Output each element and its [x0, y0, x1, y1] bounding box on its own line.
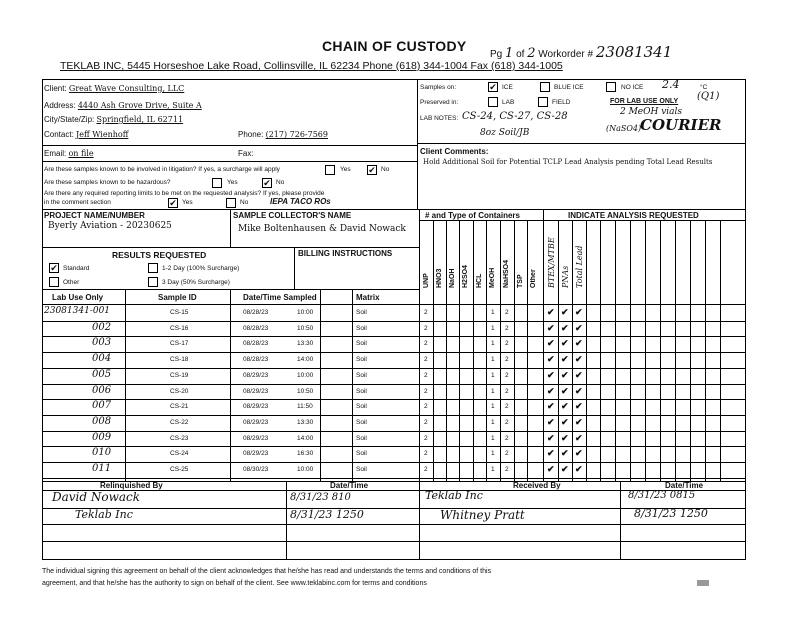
litigation-yes-checkbox[interactable] [325, 165, 335, 175]
divider [42, 289, 419, 290]
meoh-count: 1 [491, 356, 495, 364]
analysis-col-header: BTEX/MTBE [547, 237, 556, 288]
sample-matrix: Soil [356, 403, 367, 411]
received-dt-1: 8/31/23 0815 [628, 490, 696, 501]
analysis-check: ✔ [575, 338, 583, 349]
grid-line [705, 220, 706, 481]
sample-time: 13:30 [297, 340, 314, 348]
address-row [44, 101, 202, 110]
city-value[interactable]: Springfield, IL 62711 [96, 115, 184, 124]
workorder-number: 23081341 [595, 43, 673, 61]
divider [620, 481, 621, 560]
relinquished-sig-2: Teklab Inc [75, 508, 133, 521]
email-row [44, 149, 94, 158]
divider [42, 161, 417, 162]
analysis-check: ✔ [561, 369, 569, 380]
lab-use-number: 005 [92, 368, 112, 380]
sample-matrix: Soil [356, 309, 367, 316]
analysis-check: ✔ [547, 369, 555, 380]
nahso4-count: 2 [505, 403, 509, 411]
sample-matrix: Soil [356, 450, 367, 458]
sample-matrix: Soil [356, 356, 367, 364]
container-col-header: H2SO4 [462, 265, 469, 288]
container-col-header: MeOH [489, 267, 496, 288]
grid-line [433, 220, 434, 481]
reporting-question: Are there any required reporting limits to be met on the requested analysis? If yes, please provide [44, 190, 325, 197]
container-col-header: UNP [423, 273, 430, 288]
sample-id[interactable]: CS-19 [170, 371, 189, 379]
meoh-count: 1 [491, 309, 495, 316]
iepa-label: IEPA TACO ROs [270, 197, 331, 206]
analysis-check: ✔ [547, 385, 555, 396]
check-mark: ✔ [169, 198, 177, 208]
contact-row [44, 130, 128, 139]
analysis-check: ✔ [561, 338, 569, 349]
received-label: Received By [513, 481, 561, 490]
collector-value[interactable]: Mike Boltenhausen & David Nowack [238, 224, 406, 234]
sample-id[interactable]: CS-17 [170, 340, 189, 348]
divider [42, 524, 746, 525]
nahso4-count: 2 [505, 466, 509, 473]
analysis-check: ✔ [575, 385, 583, 396]
table-row-divider [42, 478, 746, 479]
relinquished-dt-2: 8/31/23 1250 [290, 508, 364, 521]
grid-line [543, 220, 544, 481]
check-mark: ✔ [489, 82, 497, 92]
scan-mark [697, 580, 709, 586]
analysis-check: ✔ [547, 464, 555, 474]
table-row-divider [42, 352, 746, 353]
meoh-count: 1 [491, 371, 495, 379]
grid-line [514, 220, 515, 481]
footer-line-1: The individual signing this agreement on behalf of the client acknowledges that he/she has read and understands the terms and conditions of this [42, 568, 492, 575]
analysis-col-header: Total Lead [575, 245, 584, 288]
sample-time: 10:00 [297, 309, 314, 316]
sample-id[interactable]: CS-23 [170, 434, 189, 442]
sample-id[interactable]: CS-22 [170, 418, 189, 426]
unp-count: 2 [424, 356, 428, 364]
temperature-unit: °C [700, 84, 708, 91]
container-col-header: HNO3 [436, 268, 443, 288]
nahso4-count: 2 [505, 356, 509, 364]
day1-checkbox[interactable] [148, 263, 158, 273]
no-ice-checkbox[interactable] [606, 82, 616, 92]
containers-label: # and Type of Containers [425, 211, 520, 220]
meoh-count: 1 [491, 466, 495, 473]
table-row-divider [42, 462, 746, 463]
sample-date: 08/29/23 [243, 418, 269, 426]
lab-use-number: 006 [92, 384, 112, 396]
divider [42, 541, 746, 542]
nahso4-count: 2 [505, 450, 509, 458]
sample-id[interactable]: CS-16 [170, 324, 189, 332]
blue-ice-checkbox[interactable] [540, 82, 550, 92]
check-mark: ✔ [368, 165, 376, 175]
pg-total: 2 [527, 46, 536, 61]
hazardous-question: Are these samples known to be hazardous? [44, 179, 171, 186]
nahso4-count: 2 [505, 340, 509, 348]
reporting-question-2: in the comment section [44, 199, 111, 206]
unp-count: 2 [424, 387, 428, 395]
litigation-no-checkbox[interactable] [367, 165, 377, 175]
divider [294, 247, 295, 289]
grid-line [600, 220, 601, 481]
billing-label: BILLING INSTRUCTIONS [298, 249, 393, 258]
sample-date: 08/29/23 [243, 403, 269, 411]
day3-label: 3 Day (50% Surcharge) [162, 279, 230, 286]
no-label: No [240, 199, 249, 206]
unp-count: 2 [424, 450, 428, 458]
sample-id[interactable]: CS-15 [170, 309, 189, 316]
unp-count: 2 [424, 340, 428, 348]
phone-label: Phone: [238, 130, 264, 139]
divider [286, 481, 287, 560]
meoh-count: 1 [491, 450, 495, 458]
nahso4-count: 2 [505, 324, 509, 332]
standard-label: Standard [63, 265, 90, 272]
preserved-field-label: FIELD [552, 99, 571, 106]
client-label: Client: [44, 84, 67, 93]
project-name-value[interactable]: Byerly Aviation - 20230625 [48, 221, 172, 231]
nahso4-count: 2 [505, 387, 509, 395]
container-col-header: NaOH [449, 268, 456, 288]
sample-date: 08/29/23 [243, 371, 269, 379]
page-info [490, 43, 672, 61]
grid-line [527, 220, 528, 481]
address-value[interactable]: 4440 Ash Grove Drive, Suite A [77, 101, 202, 110]
analysis-check: ✔ [561, 385, 569, 396]
sample-matrix: Soil [356, 434, 367, 442]
check-mark: ✔ [263, 178, 271, 188]
analysis-check: ✔ [561, 354, 569, 365]
analysis-check: ✔ [561, 307, 569, 317]
divider [42, 209, 746, 210]
grid-line [500, 220, 501, 481]
divider [419, 481, 420, 560]
grid-line [660, 220, 661, 481]
container-col-header: TSP [517, 274, 524, 288]
received-sig-1: Teklab Inc [425, 489, 483, 502]
check-mark: ✔ [50, 263, 58, 273]
relinquished-sig-1: David Nowack [52, 490, 141, 504]
lab-use-number: 010 [92, 447, 112, 459]
sample-date: 08/29/23 [243, 450, 269, 458]
divider [42, 304, 746, 305]
divider [419, 220, 746, 221]
unp-count: 2 [424, 466, 428, 473]
analysis-check: ✔ [547, 322, 555, 333]
table-row-divider [42, 415, 746, 416]
temperature-value[interactable]: 2.4 [662, 78, 680, 91]
sample-matrix: Soil [356, 387, 367, 395]
hazardous-no-checkbox[interactable] [262, 178, 272, 188]
results-label: RESULTS REQUESTED [112, 250, 207, 260]
sample-time: 10:50 [297, 387, 314, 395]
table-row-divider [42, 368, 746, 369]
grid-line [473, 220, 474, 481]
nahso4-count: 2 [505, 371, 509, 379]
analysis-check: ✔ [575, 448, 583, 459]
lab-notes-label: LAB NOTES: [420, 115, 459, 122]
contact-label: Contact: [44, 130, 74, 139]
relinquished-dt-1: 8/31/23 810 [290, 492, 351, 503]
analysis-check: ✔ [575, 369, 583, 380]
grid-line [486, 220, 487, 481]
hazardous-yes-checkbox[interactable] [212, 178, 222, 188]
collector-label: SAMPLE COLLECTOR'S NAME [233, 211, 352, 220]
ice-checkbox[interactable] [488, 82, 498, 92]
city-row [44, 115, 183, 124]
lab-use-number: 23081341-001 [44, 306, 111, 316]
lab-notes-line3: (NaSO4) [606, 124, 642, 133]
email-value[interactable]: on file [68, 149, 94, 158]
analysis-check: ✔ [575, 322, 583, 333]
blue-ice-label: BLUE ICE [554, 84, 584, 91]
sample-date: 08/28/23 [243, 340, 269, 348]
table-row-divider [42, 336, 746, 337]
city-label: City/State/Zip: [44, 115, 95, 124]
sample-id[interactable]: CS-25 [170, 466, 189, 473]
analysis-check: ✔ [561, 432, 569, 443]
lab-use-number: 009 [92, 431, 112, 443]
unp-count: 2 [424, 418, 428, 426]
divider [417, 79, 418, 209]
analysis-check: ✔ [547, 401, 555, 412]
sample-time: 14:00 [297, 434, 314, 442]
lab-use-number: 008 [92, 415, 112, 427]
grid-line [459, 220, 460, 481]
sample-date: 08/29/23 [243, 434, 269, 442]
meoh-count: 1 [491, 434, 495, 442]
other-label: Other [63, 279, 80, 286]
nahso4-count: 2 [505, 309, 509, 316]
rec-datetime-label: Date/Time [665, 481, 704, 490]
lab-address: TEKLAB INC, 5445 Horseshoe Lake Road, Collinsville, IL 62234 Phone (618) 344-1004 Fax (618) 344-1005 [60, 60, 563, 72]
analysis-check: ✔ [547, 307, 555, 317]
sample-time: 14:00 [297, 356, 314, 364]
phone-value[interactable]: (217) 726-7569 [265, 130, 328, 139]
analysis-check: ✔ [575, 401, 583, 412]
analysis-check: ✔ [575, 354, 583, 365]
analysis-check: ✔ [547, 432, 555, 443]
unp-count: 2 [424, 309, 428, 316]
analysis-check: ✔ [547, 354, 555, 365]
comments-text[interactable]: Hold Additional Soil for Potential TCLP Lead Analysis pending Total Lead Results [423, 158, 713, 166]
pg-num: 1 [505, 46, 514, 61]
grid-line [675, 220, 676, 481]
sample-date: 08/29/23 [243, 387, 269, 395]
meoh-count: 1 [491, 403, 495, 411]
comments-label: Client Comments: [420, 147, 489, 156]
th-sample-id: Sample ID [158, 293, 197, 302]
meoh-count: 1 [491, 324, 495, 332]
yes-label: Yes [340, 166, 351, 173]
table-row-divider [42, 384, 746, 385]
grid-line [125, 289, 126, 481]
lab-use-number: 003 [92, 337, 112, 349]
table-row-divider [42, 321, 746, 322]
address-label: Address: [44, 101, 76, 110]
sample-time: 11:50 [297, 403, 313, 411]
grid-line [615, 220, 616, 481]
sample-id[interactable]: CS-18 [170, 356, 189, 364]
project-name-label: PROJECT NAME/NUMBER [44, 211, 145, 220]
divider [419, 209, 420, 481]
pg-of: of [516, 49, 525, 60]
grid-line [586, 220, 587, 481]
analysis-check: ✔ [561, 401, 569, 412]
workorder-label: Workorder # [538, 49, 594, 60]
footer-line-2: agreement, and that he/she has the authority to sign on behalf of the client. See www.teklabinc.com for terms and conditions [42, 580, 427, 587]
grid-line [645, 220, 646, 481]
grid-line [720, 220, 721, 481]
grid-line [352, 289, 353, 481]
th-matrix: Matrix [356, 293, 380, 302]
unp-count: 2 [424, 403, 428, 411]
lab-use-only-label: FOR LAB USE ONLY [610, 98, 679, 105]
fax-label: Fax: [238, 149, 254, 158]
sample-time: 10:00 [297, 466, 314, 473]
email-label: Email: [44, 149, 67, 158]
divider [42, 145, 417, 146]
sample-id[interactable]: CS-20 [170, 387, 189, 395]
sample-time: 10:50 [297, 324, 314, 332]
analysis-check: ✔ [561, 448, 569, 459]
yes-label: Yes [227, 179, 238, 186]
th-lab-use: Lab Use Only [52, 293, 104, 302]
table-row-divider [42, 399, 746, 400]
container-col-header: HCL [476, 273, 483, 288]
lab-use-number: 004 [92, 353, 112, 365]
no-ice-label: NO ICE [621, 84, 644, 91]
lab-notes-right: 2 MeOH vials [620, 107, 683, 117]
yes-label: Yes [182, 199, 193, 206]
sample-time: 10:00 [297, 371, 314, 379]
rel-datetime-label: Date/Time [330, 481, 369, 490]
container-col-header: Other [530, 269, 537, 288]
sample-matrix: Soil [356, 324, 367, 332]
grid-line [630, 220, 631, 481]
analysis-check: ✔ [575, 416, 583, 427]
relinquished-label: Relinquished By [100, 481, 163, 490]
sample-time: 16:30 [297, 450, 314, 458]
grid-line [690, 220, 691, 481]
sample-date: 08/28/23 [243, 324, 269, 332]
sample-date: 08/28/23 [243, 309, 269, 316]
analysis-check: ✔ [575, 307, 583, 317]
sample-matrix: Soil [356, 418, 367, 426]
lab-use-note: (Q1) [697, 91, 720, 102]
analysis-check: ✔ [575, 464, 583, 474]
no-label: No [276, 179, 285, 186]
unp-count: 2 [424, 371, 428, 379]
courier-note: COURIER [640, 116, 722, 134]
preserved-lab-label: LAB [502, 99, 515, 106]
unp-count: 2 [424, 434, 428, 442]
analysis-check: ✔ [575, 432, 583, 443]
unp-count: 2 [424, 324, 428, 332]
sample-id[interactable]: CS-24 [170, 450, 189, 458]
analysis-check: ✔ [547, 338, 555, 349]
analysis-check: ✔ [547, 448, 555, 459]
container-col-header: NaHSO4 [503, 259, 510, 288]
received-dt-2: 8/31/23 1250 [634, 507, 708, 520]
standard-checkbox[interactable] [49, 263, 59, 273]
lab-notes-line2: 8oz Soil/JB [480, 128, 530, 138]
pg-prefix: Pg [490, 49, 503, 60]
ice-label: ICE [502, 84, 513, 91]
no-label: No [381, 166, 390, 173]
sample-time: 13:30 [297, 418, 314, 426]
sample-matrix: Soil [356, 466, 367, 473]
day3-checkbox[interactable] [148, 277, 158, 287]
analysis-check: ✔ [561, 416, 569, 427]
table-row-divider [42, 431, 746, 432]
nahso4-count: 2 [505, 418, 509, 426]
analysis-col-header: PNAs [561, 265, 570, 288]
grid-line [446, 220, 447, 481]
divider [42, 247, 419, 248]
lab-use-number: 011 [92, 463, 112, 474]
document-title: CHAIN OF CUSTODY [322, 38, 467, 54]
lab-use-number: 002 [92, 321, 112, 333]
grid-line [320, 289, 321, 481]
sample-matrix: Soil [356, 371, 367, 379]
nahso4-count: 2 [505, 434, 509, 442]
lab-use-number: 007 [92, 400, 112, 412]
preserved-lab-checkbox[interactable] [488, 97, 498, 107]
meoh-count: 1 [491, 340, 495, 348]
reporting-yes-checkbox[interactable] [168, 198, 178, 208]
litigation-question: Are these samples known to be involved in litigation? If yes, a surcharge will apply [44, 166, 280, 173]
divider [417, 143, 746, 144]
divider [230, 209, 231, 247]
analysis-check: ✔ [547, 416, 555, 427]
preserved-field-checkbox[interactable] [538, 97, 548, 107]
th-date-time: Date/Time Sampled [243, 293, 317, 302]
phone-row [238, 130, 328, 139]
sample-matrix: Soil [356, 340, 367, 348]
sample-id[interactable]: CS-21 [170, 403, 189, 411]
sample-date: 08/30/23 [243, 466, 269, 473]
reporting-no-checkbox[interactable] [226, 198, 236, 208]
other-checkbox[interactable] [49, 277, 59, 287]
grid-line [558, 220, 559, 481]
grid-line [572, 220, 573, 481]
meoh-count: 1 [491, 387, 495, 395]
table-row-divider [42, 446, 746, 447]
analysis-label: INDICATE ANALYSIS REQUESTED [568, 211, 699, 220]
received-sig-2: Whitney Pratt [440, 508, 525, 522]
client-row [44, 84, 184, 93]
client-value[interactable]: Great Wave Consulting, LLC [68, 84, 185, 93]
samples-on-label: Samples on: [420, 84, 457, 91]
analysis-check: ✔ [561, 322, 569, 333]
analysis-check: ✔ [561, 464, 569, 474]
meoh-count: 1 [491, 418, 495, 426]
preserved-in-label: Preserved in: [420, 99, 459, 106]
contact-value[interactable]: Jeff Wienhoff [76, 130, 129, 139]
sample-date: 08/28/23 [243, 356, 269, 364]
day1-label: 1-2 Day (100% Surcharge) [162, 265, 240, 272]
lab-notes-text: CS-24, CS-27, CS-28 [462, 111, 568, 122]
grid-line [230, 289, 231, 481]
